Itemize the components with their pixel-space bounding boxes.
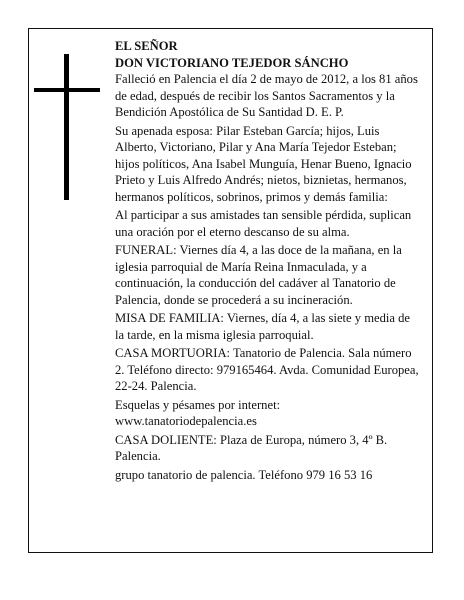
cross-icon (34, 54, 100, 200)
family-mass-paragraph: MISA DE FAMILIA: Viernes, día 4, a las siete y media de la tarde, en la misma iglesia parroquial. (115, 311, 411, 342)
death-notice-paragraph: Falleció en Palencia el día 2 de mayo de 2012, a los 81 años de edad, después de recibir los Santos Sacramentos y la Bendición Apostólica de Su Santidad D. E. P. (115, 72, 418, 119)
obituary-text (115, 38, 420, 485)
cross-vertical-bar (64, 54, 69, 200)
mortuary-paragraph: CASA MORTUORIA: Tanatorio de Palencia. Sala número 2. Teléfono directo: 979165464. Avda. Comunidad Europea, 22-24. Palencia. (115, 346, 419, 393)
deceased-name: DON VICTORIANO TEJEDOR SÁNCHO (115, 55, 349, 70)
family-home-paragraph: CASA DOLIENTE: Plaza de Europa, número 3, 4º B. Palencia. (115, 432, 388, 463)
online-condolences-paragraph: Esquelas y pésames por internet: www.tanatoriodepalencia.es (115, 397, 281, 428)
prayer-request-paragraph: Al participar a sus amistades tan sensible pérdida, suplican una oración por el eterno descanso de su alma. (115, 208, 412, 239)
funeral-home-contact: grupo tanatorio de palencia. Teléfono 979 16 53 16 (115, 467, 373, 482)
funeral-paragraph: FUNERAL: Viernes día 4, a las doce de la mañana, en la iglesia parroquial de María Reina Inmaculada, y a continuación, la conducción del cadáver al Tanatorio de Palencia, donde se procederá a su incineración. (115, 243, 402, 307)
obituary-header-line1: EL SEÑOR (115, 39, 178, 53)
family-paragraph: Su apenada esposa: Pilar Esteban García; hijos, Luis Alberto, Victoriano, Pilar y Ana María Tejedor Esteban; hijos políticos, Ana Isabel Munguía, Henar Bueno, Ignacio Prieto y Luis Alfredo Andrés; nietos, biznietas, hermanos, hermanos políticos, sobrinos, primos y demás familia: (115, 123, 412, 204)
cross-horizontal-bar (34, 88, 100, 92)
